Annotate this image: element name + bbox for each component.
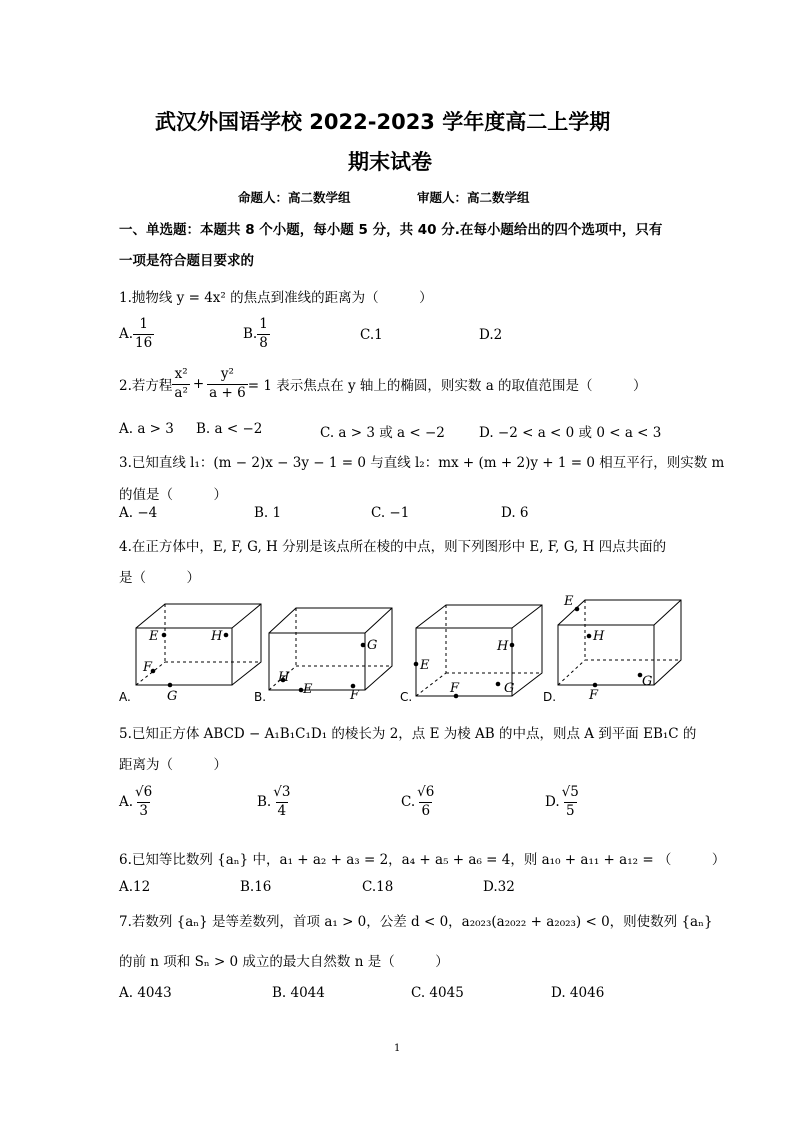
cube-b-label-f: F	[350, 688, 360, 703]
cube-d	[558, 600, 681, 685]
cube-c-point-h	[510, 643, 515, 648]
cube-a-label-h: H	[211, 629, 223, 644]
cube-a-label-f: F	[143, 660, 153, 675]
q5-line-2: 距离为（ ）	[119, 757, 227, 773]
q1-option-c: C.1	[360, 327, 383, 343]
q5-d-label: D.	[545, 794, 560, 810]
q1-a-fraction: $\frac{1}{16}$	[135, 316, 153, 351]
q6-option-c: C.18	[362, 879, 394, 895]
q4-fig-a-label: A.	[119, 690, 131, 704]
cube-d-point-h	[587, 634, 592, 639]
q3-option-d: D. 6	[501, 505, 529, 521]
q7-option-c: C. 4045	[411, 985, 464, 1001]
q5-d-fraction: $\frac{√5}{5}$	[561, 784, 579, 819]
q5-line-1: 5.已知正方体 ABCD − A₁B₁C₁D₁ 的棱长为 2，点 E 为棱 AB 的中点，则点 A 到平面 EB₁C 的	[119, 726, 697, 742]
cube-c-point-g	[496, 682, 501, 687]
q2-pre: 2.若方程	[119, 378, 173, 394]
cube-b-point-g	[361, 643, 366, 648]
cube-d-point-e	[575, 607, 580, 612]
q3-option-b: B. 1	[254, 505, 282, 521]
q1-a-label: A.	[119, 326, 134, 342]
q5-a-label: A.	[119, 794, 134, 810]
cube-d-label-g: G	[642, 674, 653, 689]
q2-option-a: A. a > 3	[119, 421, 174, 437]
q7-option-b: B. 4044	[272, 985, 325, 1001]
cube-c	[416, 605, 542, 696]
q1-option-d: D.2	[479, 327, 503, 343]
q7-line-2: 的前 n 项和 Sₙ > 0 成立的最大自然数 n 是（ ）	[119, 954, 449, 970]
cube-d-label-e: E	[564, 594, 574, 609]
q5-c-label: C.	[401, 794, 416, 810]
cube-a	[136, 604, 261, 685]
q1-b-fraction: $\frac{1}{8}$	[259, 316, 268, 351]
q2-option-c: C. a > 3 或 a < −2	[320, 425, 445, 441]
q2-option-b: B. a < −2	[196, 421, 263, 437]
title-line-2: 期末试卷	[348, 150, 432, 174]
q5-option-d	[545, 786, 581, 818]
q4-fig-b-label: B.	[254, 690, 267, 704]
section-header-2: 一项是符合题目要求的	[119, 253, 254, 269]
setter: 命题人：高二数学组	[238, 190, 351, 205]
q5-option-a	[119, 786, 154, 818]
cube-c-point-e	[414, 662, 419, 667]
q2-plus: +	[192, 376, 205, 392]
page-number: 1	[394, 1043, 401, 1054]
cube-a-point-g	[168, 683, 173, 688]
q3-line-1: 3.已知直线 l₁：(m − 2)x − 3y − 1 = 0 与直线 l₂：mx + (m + 2)y + 1 = 0 相互平行，则实数 m	[119, 455, 725, 471]
q5-option-b	[257, 786, 292, 818]
q7-option-a: A. 4043	[119, 985, 172, 1001]
cube-d-label-f: F	[589, 688, 599, 703]
q2-fraction-x: $\frac{\text{x²}}{\text{a²}}$	[174, 366, 188, 401]
cube-b-label-e: E	[303, 682, 313, 697]
cube-a-label-e: E	[149, 629, 159, 644]
q4-fig-c-label: C.	[400, 690, 413, 704]
q3-line-2: 的值是（ ）	[119, 487, 227, 503]
cube-c-label-e: E	[420, 658, 430, 673]
cube-c-label-h: H	[497, 639, 509, 654]
q4-fig-d-label: D.	[543, 690, 557, 704]
section-header-1: 一、单选题：本题共 8 个小题，每小题 5 分，共 40 分.在每小题给出的四个选项中，只有	[119, 222, 663, 238]
cube-a-point-h	[224, 633, 229, 638]
q5-b-fraction: $\frac{√3}{4}$	[273, 784, 291, 819]
q2-post: = 1 表示焦点在 y 轴上的椭圆，则实数 a 的取值范围是（ ）	[247, 378, 647, 394]
q4-line-2: 是（ ）	[119, 570, 200, 586]
cube-c-label-f: F	[450, 681, 460, 696]
q3-option-a: A. −4	[119, 505, 158, 521]
q6-option-a: A.12	[119, 879, 151, 895]
q3-option-c: C. −1	[371, 505, 410, 521]
q6-option-b: B.16	[240, 879, 272, 895]
title-line-1: 武汉外国语学校 2022-2023 学年度高二上学期	[155, 110, 611, 134]
q5-option-c	[401, 786, 436, 818]
q5-b-label: B.	[257, 794, 272, 810]
q6-option-d: D.32	[483, 879, 515, 895]
q5-c-fraction: $\frac{√6}{6}$	[417, 784, 435, 819]
reviewer: 审题人：高二数学组	[417, 190, 530, 205]
q1-stem: 1.抛物线 y = 4x² 的焦点到准线的距离为（ ）	[119, 290, 433, 306]
q2-fraction-y: $\frac{\text{y²}}{a + 6}$	[209, 366, 246, 401]
cube-a-label-g: G	[167, 689, 178, 704]
q5-a-fraction: $\frac{√6}{3}$	[135, 784, 153, 819]
q7-option-d: D. 4046	[551, 985, 605, 1001]
cube-a-point-e	[162, 633, 167, 638]
cube-b-label-g: G	[367, 638, 378, 653]
cube-b-label-h: H	[278, 670, 290, 685]
cube-d-label-h: H	[593, 629, 605, 644]
cube-d-point-f	[593, 683, 598, 688]
q7-line-1: 7.若数列 {aₙ} 是等差数列，首项 a₁ > 0，公差 d < 0，a₂₀₂₃(a₂₀₂₂ + a₂₀₂₃) < 0，则使数列 {aₙ}	[119, 914, 713, 930]
q1-b-label: B.	[243, 326, 258, 342]
q4-line-1: 4.在正方体中，E, F, G, H 分别是该点所在棱的中点，则下列图形中 E, F, G, H 四点共面的	[119, 539, 667, 555]
cube-c-label-g: G	[504, 681, 515, 696]
q6-stem: 6.已知等比数列 {aₙ} 中，a₁ + a₂ + a₃ = 2，a₄ + a₅ + a₆ = 4，则 a₁₀ + a₁₁ + a₁₂ = （ ）	[119, 852, 726, 868]
q2-option-d: D. −2 < a < 0 或 0 < a < 3	[479, 425, 662, 441]
